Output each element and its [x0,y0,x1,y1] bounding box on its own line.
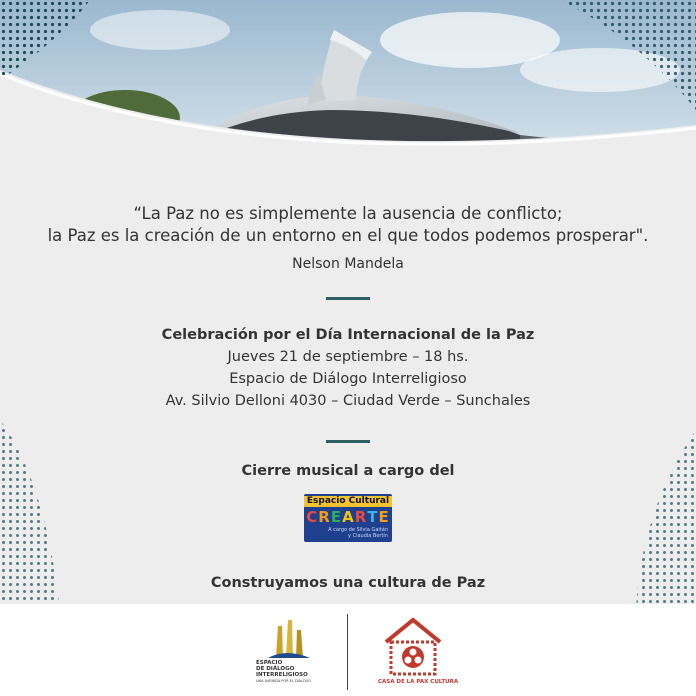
casa-paz-text: CASA DE LA PAX CULTURA [378,679,459,685]
music-label: Cierre musical a cargo del [241,463,455,479]
event-address: Av. Silvio Delloni 4030 – Ciudad Verde – Sunchales [165,393,531,409]
divider-1 [326,297,370,300]
quote-line-1: “La Paz no es simplemente la ausencia de conflicto; [133,204,563,223]
espacio-dialogo-text [256,660,318,684]
quote-text [0,203,696,247]
event-place: Espacio de Diálogo Interreligioso [229,371,467,387]
closing-text: Construyamos una cultura de Paz [210,575,486,591]
crearte-logo-main-text: CREARTE [306,508,390,526]
espacio-dialogo-logo [256,618,318,690]
footer [0,604,696,696]
crearte-logo-sub [328,527,388,539]
logo1-tagline: UNA AVENIDA POR EL DIÁLOGO [256,679,312,683]
footer-divider [347,614,348,690]
event-title: Celebración por el Día Internacional de la Paz [161,327,535,343]
event-details [0,324,696,412]
crearte-logo-sub-1: A cargo de Silvia Gaitán [328,527,388,533]
divider-2 [326,440,370,443]
crearte-logo-top: Espacio Cultural [304,496,392,507]
temple-photo [0,0,696,200]
quote-author: Nelson Mandela [292,256,404,272]
event-date: Jueves 21 de septiembre – 18 hs. [227,349,469,365]
crearte-logo [304,494,392,542]
crearte-logo-sub-2: y Claudia Bertín [348,533,388,539]
arches-icon [256,618,318,660]
logo1-line-2: DE DIÁLOGO [256,666,295,672]
casa-paz-logo [378,616,459,692]
house-icon [378,616,448,678]
hero-image [0,0,696,200]
logo1-line-3: INTERRELIGIOSO [256,672,308,678]
crearte-logo-main [304,508,392,526]
quote-line-2: la Paz es la creación de un entorno en el que todos podemos prosperar". [47,226,649,245]
logo1-line-1: ESPACIO [256,660,283,666]
